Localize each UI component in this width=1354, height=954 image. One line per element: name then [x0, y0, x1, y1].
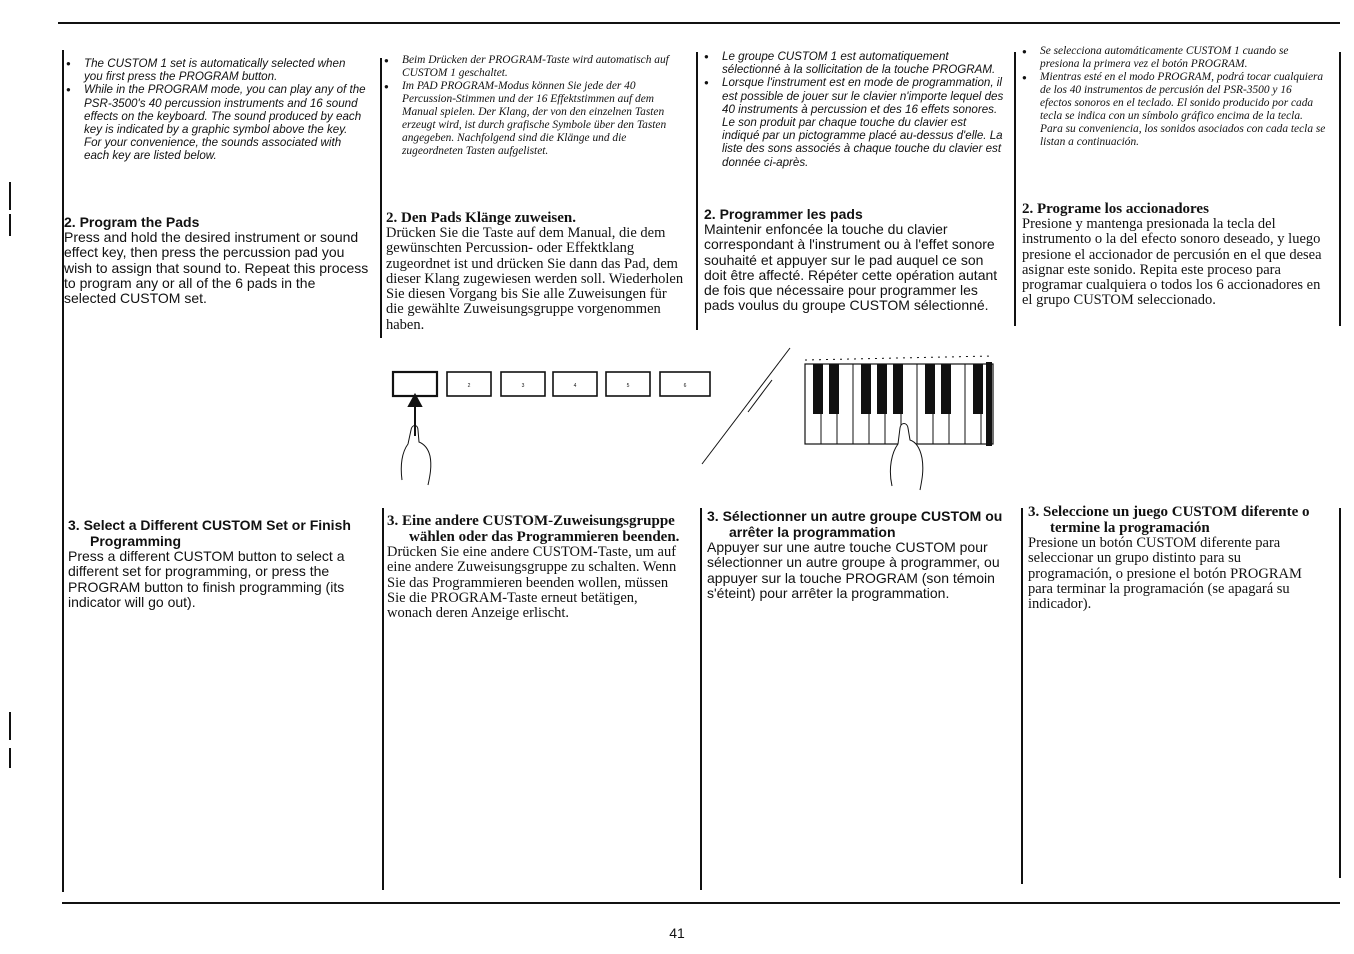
column-divider-7	[1021, 508, 1023, 884]
top-rule	[58, 22, 1340, 24]
pad-keyboard-illustration	[380, 340, 1020, 500]
section-heading: 3. Select a Different CUSTOM Set or Finish Programming	[68, 517, 351, 549]
german-bullets	[384, 54, 684, 158]
column-divider-1	[380, 58, 382, 338]
column-spanish-top	[1022, 45, 1326, 149]
pad-number-6: 6	[683, 383, 687, 389]
column-english-top	[66, 57, 366, 163]
percussion-pads	[393, 372, 710, 396]
bullet-item: ● Mientras esté en el modo PROGRAM, podrá tocar cualquiera de los 40 instrumentos de percusión del PSR-3500 y 16 efectos sonoros en el teclado. El sonido producido por cada tecla se indica con un símbolo gráfico encima de la tecla. Para su conveniencia, los sonidos asociados con cada tecla se listan a continuación.	[1022, 71, 1326, 149]
diagonal-separator	[748, 380, 772, 412]
section-body: Appuyer sur une autre touche CUSTOM pour sélectionner un autre groupe à programmer, ou appuyer sur la touche PROGRAM (son témoin s'éteint) pour arrêter la programmation.	[707, 539, 1000, 601]
english-bullets	[66, 57, 366, 163]
spanish-bullets	[1022, 45, 1326, 149]
section-select-custom-es	[1028, 504, 1328, 612]
section-body: Drücken Sie die Taste auf dem Manual, die dem gewünschten Percussion- oder Effektklang zugeordnet ist und drücken Sie dann das Pad, dem dieser Klang zugewiesen werden soll. Wiederholen Sie diesen Vorgang bis Sie alle Zuweisungen für die gewählte Zuweisungsgruppe vorgenommen haben.	[386, 225, 684, 333]
section-program-pads-fr	[704, 206, 1004, 314]
section-program-pads-en	[64, 214, 370, 306]
binding-mark	[9, 214, 11, 236]
pad-number-2: 2	[467, 383, 471, 389]
bullet-item: ● Im PAD PROGRAM-Modus können Sie jede der 40 Percussion-Stimmen und der 16 Effektstimmen auf dem Manual spielen. Der Klang, der von den einzelnen Tasten erzeugt wird, ist durch grafische Symbole über den Tasten angegeben. Nachfolgend sind die Klänge und die zugeordneten Tasten aufgelistet.	[384, 80, 684, 158]
diagonal-separator	[702, 348, 790, 464]
section-heading: 2. Den Pads Klänge zuweisen.	[386, 210, 577, 226]
bottom-rule	[62, 902, 1340, 904]
french-bullets	[704, 50, 1004, 169]
section-body: Drücken Sie eine andere CUSTOM-Taste, um auf eine andere Zuweisungsgruppe zu schalten. Wenn Sie das Programmieren beenden wollen, müssen Sie die PROGRAM-Taste erneut betätigen, wonach deren Anzeige erlischt.	[387, 544, 677, 622]
bullet-item: ● Le groupe CUSTOM 1 est automatiquement sélectionné à la sollicitation de la touche PROGRAM.	[704, 50, 1004, 76]
section-body: Press and hold the desired instrument or sound effect key, then press the percussion pad you wish to assign that sound to. Repeat this process to program any or all of the 6 pads in the selected CUSTOM set.	[64, 229, 369, 307]
section-heading: 2. Program the Pads	[64, 214, 200, 230]
binding-mark	[9, 712, 11, 740]
page-number: 41	[669, 925, 685, 941]
column-divider-8	[1339, 508, 1341, 878]
column-divider-4	[1339, 52, 1341, 326]
binding-mark	[9, 182, 11, 210]
section-heading: 3. Seleccione un juego CUSTOM diferente o termine la programación	[1028, 504, 1310, 536]
column-divider-5	[382, 508, 384, 890]
pad-number-5: 5	[626, 383, 630, 389]
section-heading: 2. Programmer les pads	[704, 206, 863, 222]
section-select-custom-fr	[707, 508, 1009, 601]
section-select-custom-de	[387, 513, 685, 621]
binding-mark	[9, 748, 11, 768]
column-german-top	[384, 54, 684, 158]
left-page-rule	[62, 50, 64, 892]
bullet-item: ● While in the PROGRAM mode, you can play any of the PSR-3500's 40 percussion instruments and 16 sound effects on the keyboard. The sound produced by each key is indicated by a graphic symbol above the key. For your convenience, the sounds associated with each key are listed below.	[66, 83, 366, 162]
bullet-item: ● Se selecciona automáticamente CUSTOM 1 cuando se presiona la primera vez el botón PROGRAM.	[1022, 45, 1326, 71]
section-body: Press a different CUSTOM button to select a different set for programming, or press the PROGRAM button to finish programming (its indicator will go out).	[68, 548, 345, 610]
section-body: Presione y mantenga presionada la tecla del instrumento o la del efecto sonoro deseado, y luego presione el accionador de percusión en el que desea asignar este sonido. Repita este proceso para programar cualquiera o todos los 6 accionadores en el grupo CUSTOM seleccionado.	[1022, 216, 1322, 309]
section-body: Maintenir enfoncée la touche du clavier correspondant à l'instrument ou à l'effet sonore souhaité et appuyer sur le pad auquel ce son doit être affecté. Répéter cette opération autant de fois que nécessaire pour programmer les pads voulus du groupe CUSTOM sélectionné.	[704, 221, 998, 314]
section-program-pads-es	[1022, 201, 1326, 309]
hand-pressing-pad-icon	[401, 426, 431, 486]
column-divider-2	[696, 52, 698, 330]
bullet-item: ● The CUSTOM 1 set is automatically selected when you first press the PROGRAM button.	[66, 57, 366, 83]
percussion-pad-1	[393, 372, 437, 396]
pad-number-4: 4	[573, 383, 577, 389]
section-program-pads-de	[386, 210, 684, 333]
bullet-item: ● Beim Drücken der PROGRAM-Taste wird automatisch auf CUSTOM 1 geschaltet.	[384, 54, 684, 80]
pad-number-3: 3	[521, 383, 525, 389]
section-select-custom-en	[68, 517, 368, 610]
column-french-top	[704, 50, 1004, 169]
section-heading: 3. Eine andere CUSTOM-Zuweisungsgruppe wählen oder das Programmieren beenden.	[387, 513, 680, 545]
column-divider-3	[1014, 52, 1016, 326]
section-body: Presione un botón CUSTOM diferente para seleccionar un grupo distinto para su programación, o presione el botón PROGRAM para terminar la programación (se apagará su indicador).	[1028, 535, 1302, 613]
column-divider-6	[700, 508, 702, 890]
bullet-item: ● Lorsque l'instrument est en mode de programmation, il est possible de jouer sur le clavier n'importe lequel des 40 instruments à percussion et des 16 effets sonores. Le son produit par chaque touche du clavier est indiqué par un pictogramme placé au-dessus d'elle. La liste des sons associés à chaque touche du clavier est donnée ci-après.	[704, 76, 1004, 168]
section-heading: 2. Programe los accionadores	[1022, 201, 1209, 217]
section-heading: 3. Sélectionner un autre groupe CUSTOM ou arrêter la programmation	[707, 508, 1003, 540]
